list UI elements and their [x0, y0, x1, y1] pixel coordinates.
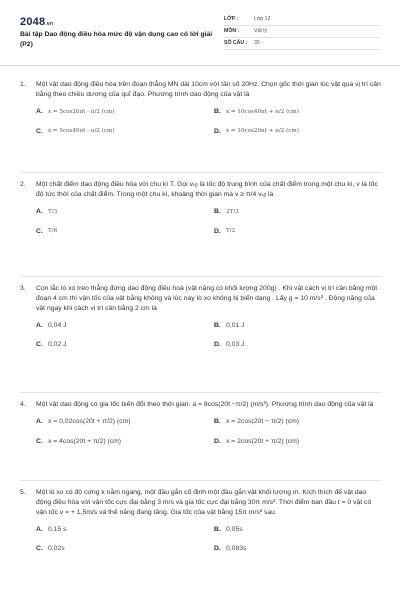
question-1: [20, 80, 382, 136]
option-letter: A.: [36, 321, 43, 329]
option-b[interactable]: [214, 107, 392, 117]
option-value: x = 2cos(20t + π/2) (cm): [226, 437, 300, 445]
option-a[interactable]: [36, 107, 214, 117]
option-letter: C.: [36, 127, 43, 135]
logo-suffix: .vn: [45, 21, 54, 27]
question-4: [20, 400, 382, 447]
option-letter: B.: [214, 321, 221, 329]
option-value: T/3: [48, 208, 58, 215]
question-text: Một vật dao động có gia tốc biến đổi theo thời gian: a = 8cos(20t −π/2) (m/s²). Phương trình dao động của vật là: [36, 401, 374, 408]
question-divider: [20, 172, 382, 173]
meta-row-count: [224, 38, 380, 50]
option-letter: A.: [36, 207, 43, 215]
option-value: x = 2cos(20t − π/2) (cm): [226, 417, 300, 425]
option-value: x = 0,02cos(20t + π/2) (cm): [48, 417, 131, 425]
option-letter: A.: [36, 107, 43, 115]
option-letter: C.: [36, 437, 43, 445]
option-letter: B.: [214, 525, 221, 533]
question-number: 4.: [20, 401, 26, 408]
option-letter: D.: [214, 341, 221, 349]
option-d[interactable]: [214, 227, 392, 237]
option-letter: A.: [36, 417, 43, 425]
option-letter: B.: [214, 207, 221, 215]
option-value: x = 5cos40πt - π/2 (cm): [48, 128, 115, 135]
option-letter: D.: [214, 545, 221, 553]
option-value: 0,04 J: [48, 321, 67, 329]
option-b[interactable]: [214, 417, 392, 427]
question-number: 3.: [20, 285, 26, 292]
option-value: x = 10cos40πt + π/2 (cm): [226, 108, 299, 115]
document-title: Bài tập Dao động điều hòa mức độ vận dụng cao có lời giải (P2): [20, 31, 213, 48]
question-2: [20, 180, 382, 236]
document-header: [0, 0, 400, 66]
question-divider: [20, 276, 382, 277]
meta-row-class: [224, 14, 380, 26]
option-value: x = 10cos20πt + π/2 (cm): [226, 128, 299, 135]
option-value: 0,15 s: [48, 525, 67, 533]
option-c[interactable]: [36, 544, 214, 554]
site-logo[interactable]: [20, 15, 53, 31]
logo-text: 2048: [20, 16, 46, 28]
question-3: [20, 284, 382, 350]
answer-options: [36, 417, 382, 447]
option-d[interactable]: [214, 340, 392, 350]
option-letter: C.: [36, 341, 43, 349]
question-number: 2.: [20, 181, 26, 188]
option-letter: B.: [214, 107, 221, 115]
answer-options: [36, 207, 382, 237]
option-value: T/2: [226, 228, 236, 235]
document-meta: [224, 14, 380, 50]
meta-value: Vật lý: [254, 27, 267, 34]
option-letter: D.: [214, 127, 221, 135]
meta-value: Lớp 12: [254, 15, 271, 22]
option-letter: A.: [36, 525, 43, 533]
option-letter: C.: [36, 227, 43, 235]
option-b[interactable]: [214, 321, 392, 331]
option-value: x = 4cos(20t + π/2) (cm): [48, 437, 122, 445]
option-b[interactable]: [214, 207, 392, 217]
question-text: Một lò xo có độ cứng k nằm ngang, một đầu gắn cố định một đầu gắn vật khối lượng m. Kích thích để vật dao động điều hòa với vận tốc cực đại bằng 3 m/s và gia tốc cực đại bằng 30π m/s². Thời điểm ban đầu t = 0 vật có vận tốc v = + 1,5m/s và thế năng đang tăng. Gia tốc của vật bằng 15π m/s² sau: [36, 489, 372, 516]
option-value: 0,05s: [226, 525, 243, 533]
question-text: Con lắc lò xo treo thẳng đứng dao động điều hoà (vật nặng có khối lượng 200g) . Khi vật cách vị trí cân bằng một đoạn 4 cm thì vận tốc của vật bằng không và lúc này lò xo không bị biến dạng . Lấy g = 10 m/s² . Động năng của vật ngay khi cách vị trí cân bằng 2 cm là: [36, 285, 378, 312]
option-letter: C.: [36, 545, 43, 553]
option-value: 0,03 J: [226, 341, 245, 349]
question-text: Một chất điểm dao động điều hòa với chu kì T. Gọi vₜᵦ là tốc độ trung bình của chất điểm trong một chu kì, v là tốc độ tức thời của chất điểm. Trong một chu kì, khoảng thời gian mà v ≥ π/4 vₜᵦ là: [36, 181, 378, 198]
question-text: Một vật dao động điều hòa trên đoạn thẳng MN dài 10cm với tần số 20Hz. Chọn gốc thời gian lúc vật qua vị trí cân bằng theo chiều dương của quĩ đạo. Phương trình dao động của vật là: [36, 81, 381, 98]
answer-options: [36, 321, 382, 351]
option-c[interactable]: [36, 127, 214, 137]
answer-options: [36, 525, 382, 555]
option-letter: D.: [214, 227, 221, 235]
option-c[interactable]: [36, 340, 214, 350]
option-value: 2T/3: [226, 208, 239, 215]
option-value: 0,083s: [226, 545, 247, 553]
option-a[interactable]: [36, 417, 214, 427]
option-letter: D.: [214, 437, 221, 445]
option-value: T/6: [48, 228, 58, 235]
option-value: 0,02 J: [48, 341, 67, 349]
option-c[interactable]: [36, 227, 214, 237]
meta-row-subject: [224, 26, 380, 38]
option-b[interactable]: [214, 525, 392, 535]
option-a[interactable]: [36, 321, 214, 331]
meta-key: MÔN :: [224, 27, 240, 34]
option-a[interactable]: [36, 207, 214, 217]
option-value: x = 5cos20πt - π/2 (cm): [48, 108, 115, 115]
question-number: 5.: [20, 489, 26, 496]
question-divider: [20, 480, 382, 481]
option-value: 0,01 J: [226, 321, 245, 329]
meta-key: SỐ CÂU :: [224, 39, 248, 46]
option-letter: B.: [214, 417, 221, 425]
question-number: 1.: [20, 81, 26, 88]
option-a[interactable]: [36, 525, 214, 535]
option-value: 0,02s: [48, 545, 65, 553]
question-5: [20, 488, 382, 554]
meta-key: LỚP :: [224, 15, 239, 22]
option-c[interactable]: [36, 437, 214, 447]
option-d[interactable]: [214, 437, 392, 447]
option-d[interactable]: [214, 544, 392, 554]
question-divider: [20, 392, 382, 393]
option-d[interactable]: [214, 127, 392, 137]
meta-value: 35: [254, 39, 260, 46]
answer-options: [36, 107, 382, 137]
